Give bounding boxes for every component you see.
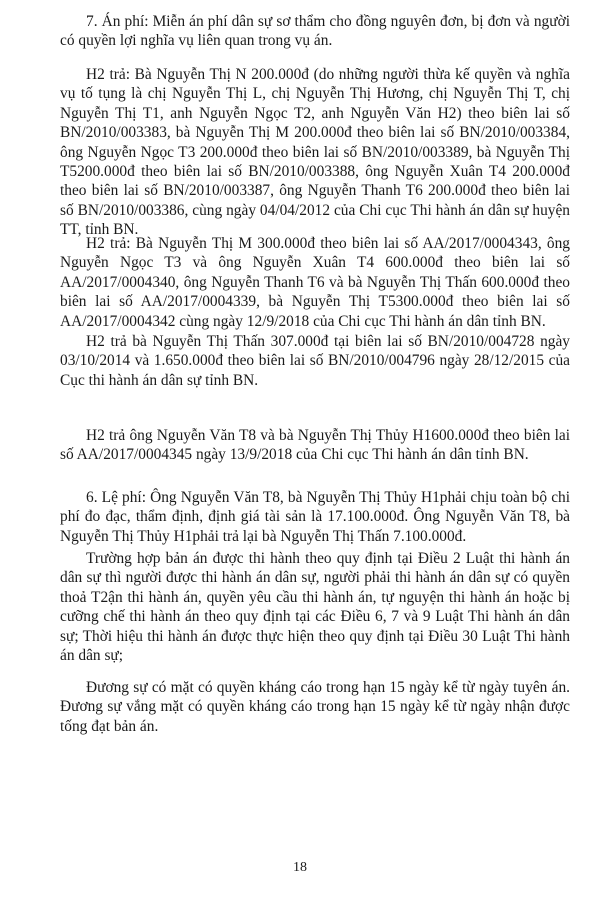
section-6-fee-paragraph: 6. Lệ phí: Ông Nguyễn Văn T8, bà Nguyễn Thị Thủy H1phải chịu toàn bộ chi phí đo đạc, thẩm định, định giá tài sản là 17.100.000đ. Ông Nguyễn Văn T8, bà Nguyễn Thị Thủy H1phải trả lại bà Nguyễn Thị Thấn 7.100.000đ. xyxy=(60,489,570,545)
page-number: 18 xyxy=(293,860,307,875)
appeal-rights-paragraph: Đương sự có mặt có quyền kháng cáo trong hạn 15 ngày kể từ ngày tuyên án. Đương sự vắng mặt có quyền kháng cáo trong hạn 15 ngày kể từ ngày nhận được tống đạt bản án. xyxy=(60,679,570,735)
refund-paragraph-2018: H2 trả: Bà Nguyễn Thị M 300.000đ theo biên lai số AA/2017/0004343, ông Nguyễn Ngọc T3 và ông Nguyễn Xuân T4 600.000đ theo biên lai số AA/2017/0004340, ông Nguyễn Thanh T6 và bà Nguyễn Thị Thấn 600.000đ theo biên lai số AA/2017/0004339, bà Nguyễn Thị T5300.000đ theo biên lai số AA/2017/0004342 cùng ngày 12/9/2018 của Chi cục Thi hành án dân tỉnh BN. xyxy=(60,235,570,330)
enforcement-paragraph: Trường hợp bản án được thi hành theo quy định tại Điều 2 Luật thi hành án dân sự thì người được thi hành án dân sự, người phải thi hành án dân sự có quyền thoả T2ận thi hành án, quyền yêu cầu thi hành án, tự nguyện thi hành án hoặc bị cưỡng chế thi hành án theo quy định tại các Điều 6, 7 và 9 Luật Thi hành án dân sự; Thời hiệu thi hành án được thực hiện theo quy định tại Điều 30 Luật Thi hành án dân sự; xyxy=(60,550,570,665)
section-7-court-fee-paragraph: 7. Án phí: Miễn án phí dân sự sơ thẩm cho đồng nguyên đơn, bị đơn và người có quyền lợi nghĩa vụ liên quan trong vụ án. xyxy=(60,13,570,50)
refund-paragraph-than: H2 trả bà Nguyễn Thị Thấn 307.000đ tại biên lai số BN/2010/004728 ngày 03/10/2014 và 1.650.000đ theo biên lai số BN/2010/004796 ngày 28/12/2015 của Cục thi hành án dân sự tỉnh BN. xyxy=(60,333,570,389)
refund-paragraph-t8: H2 trả ông Nguyễn Văn T8 và bà Nguyễn Thị Thủy H1600.000đ theo biên lai số AA/2017/0004345 ngày 13/9/2018 của Chi cục Thi hành án dân tỉnh BN. xyxy=(60,427,570,464)
refund-paragraph-2012: H2 trả: Bà Nguyễn Thị N 200.000đ (do những người thừa kế quyền và nghĩa vụ tố tụng là chị Nguyễn Thị L, chị Nguyễn Thị Hương, chị Nguyễn Thị T, chị Nguyễn Thị T1, anh Nguyễn Ngọc T2, anh Nguyễn Văn H2) theo biên lai số BN/2010/003383, bà Nguyễn Thị M 200.000đ theo biên lai số BN/2010/003384, ông Nguyễn Ngọc T3 200.000đ theo biên lai số BN/2010/003389, bà Nguyễn Thị T5200.000đ theo biên lai số BN/2010/003388, ông Nguyễn Xuân T4 200.000đ theo biên lai số BN/2010/003387, ông Nguyễn Thanh T6 200.000đ theo biên lai số BN/2010/003386, cùng ngày 04/04/2012 của Chi cục Thi hành án dân sự huyện TT, tỉnh BN. xyxy=(60,66,570,239)
